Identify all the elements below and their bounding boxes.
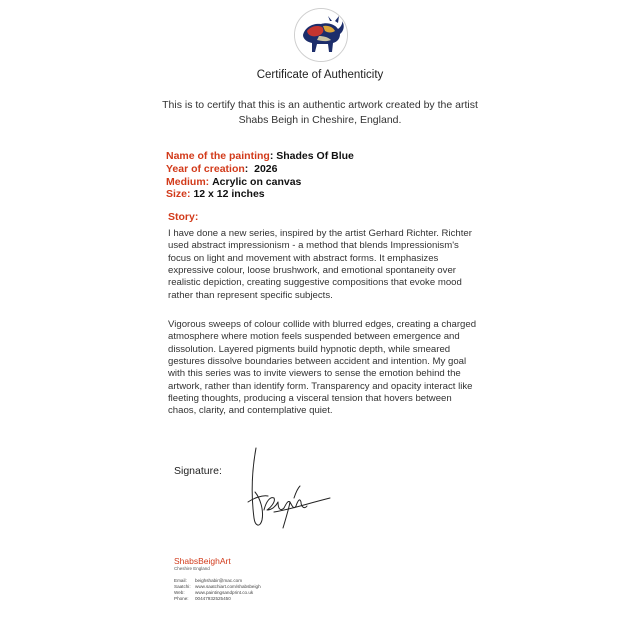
medium-label: Medium: bbox=[166, 175, 210, 188]
footer-location: Cheshire England bbox=[174, 566, 210, 571]
artwork-details bbox=[166, 150, 354, 201]
size-row bbox=[166, 188, 354, 201]
year-label: Year of creation bbox=[166, 162, 245, 175]
story-paragraph-1: I have done a new series, inspired by the artist Gerhard Richter. Richter used abstract impressionism - a method that blends Impressionism's focus on light and movement with abstract forms. It emphasizes expressive colour, loose brushwork, and emotional spontaneity over realistic depiction, creating suggestive compositions that evoke mood rather than represent specific subjects. bbox=[168, 228, 472, 301]
story-paragraph-2: Vigorous sweeps of colour collide with blurred edges, creating a charged atmosphere where motion feels suspended between emergence and dissolution. Layered pigments build hypnotic depth, while smeared gestures dissolve boundaries between accident and intention. My goal with this series was to invite viewers to sense the emotion behind the artwork, rather than identify form. Transparency and opacity interact like fleeting thoughts, producing a visceral tension that hovers between chaos, clarity, and contemplative quiet. bbox=[168, 319, 477, 417]
signature-label: Signature: bbox=[174, 465, 222, 477]
size-value: 12 x 12 inches bbox=[193, 188, 265, 201]
story-label: Story bbox=[168, 211, 195, 223]
web-link[interactable]: www.paintingsandprint.co.uk bbox=[195, 590, 254, 595]
certificate-title: Certificate of Authenticity bbox=[256, 69, 384, 81]
year-value: 2026 bbox=[254, 162, 278, 175]
painting-name-row: Name of the painting: Shades Of Blue bbox=[166, 150, 354, 162]
signature-icon bbox=[234, 440, 334, 532]
intro-line-1: This is to certify that this is an authentic artwork created by the artist bbox=[162, 99, 478, 111]
story-heading: Story: bbox=[168, 211, 199, 223]
intro-line-2: Shabs Beigh in Cheshire, England. bbox=[238, 114, 402, 126]
size-label: Size: bbox=[166, 188, 191, 201]
email-link[interactable]: beighshabir@mac.com bbox=[195, 578, 243, 583]
bull-logo-icon bbox=[294, 8, 348, 62]
contact-email: Email: beighshabir@mac.com bbox=[174, 578, 243, 583]
medium-row bbox=[166, 176, 354, 189]
year-row: Year of creation: 2026 bbox=[166, 162, 278, 175]
contact-phone: Phone: 00447932525450 bbox=[174, 596, 231, 601]
medium-value: Acrylic on canvas bbox=[212, 175, 302, 188]
painting-name-value: Shades Of Blue bbox=[276, 150, 354, 162]
contact-saatchi: Saatchi: www.saatchiart.com/shabsbeigh bbox=[174, 584, 261, 589]
phone-value: 00447932525450 bbox=[195, 596, 231, 601]
saatchi-link[interactable]: www.saatchiart.com/shabsbeigh bbox=[195, 584, 261, 589]
contact-list bbox=[174, 578, 261, 602]
contact-web: Web: www.paintingsandprint.co.uk bbox=[174, 590, 254, 595]
footer-brand: ShabsBeighArt bbox=[174, 556, 231, 566]
certificate-intro bbox=[140, 98, 500, 128]
painting-name-label: Name of the painting bbox=[166, 150, 270, 162]
